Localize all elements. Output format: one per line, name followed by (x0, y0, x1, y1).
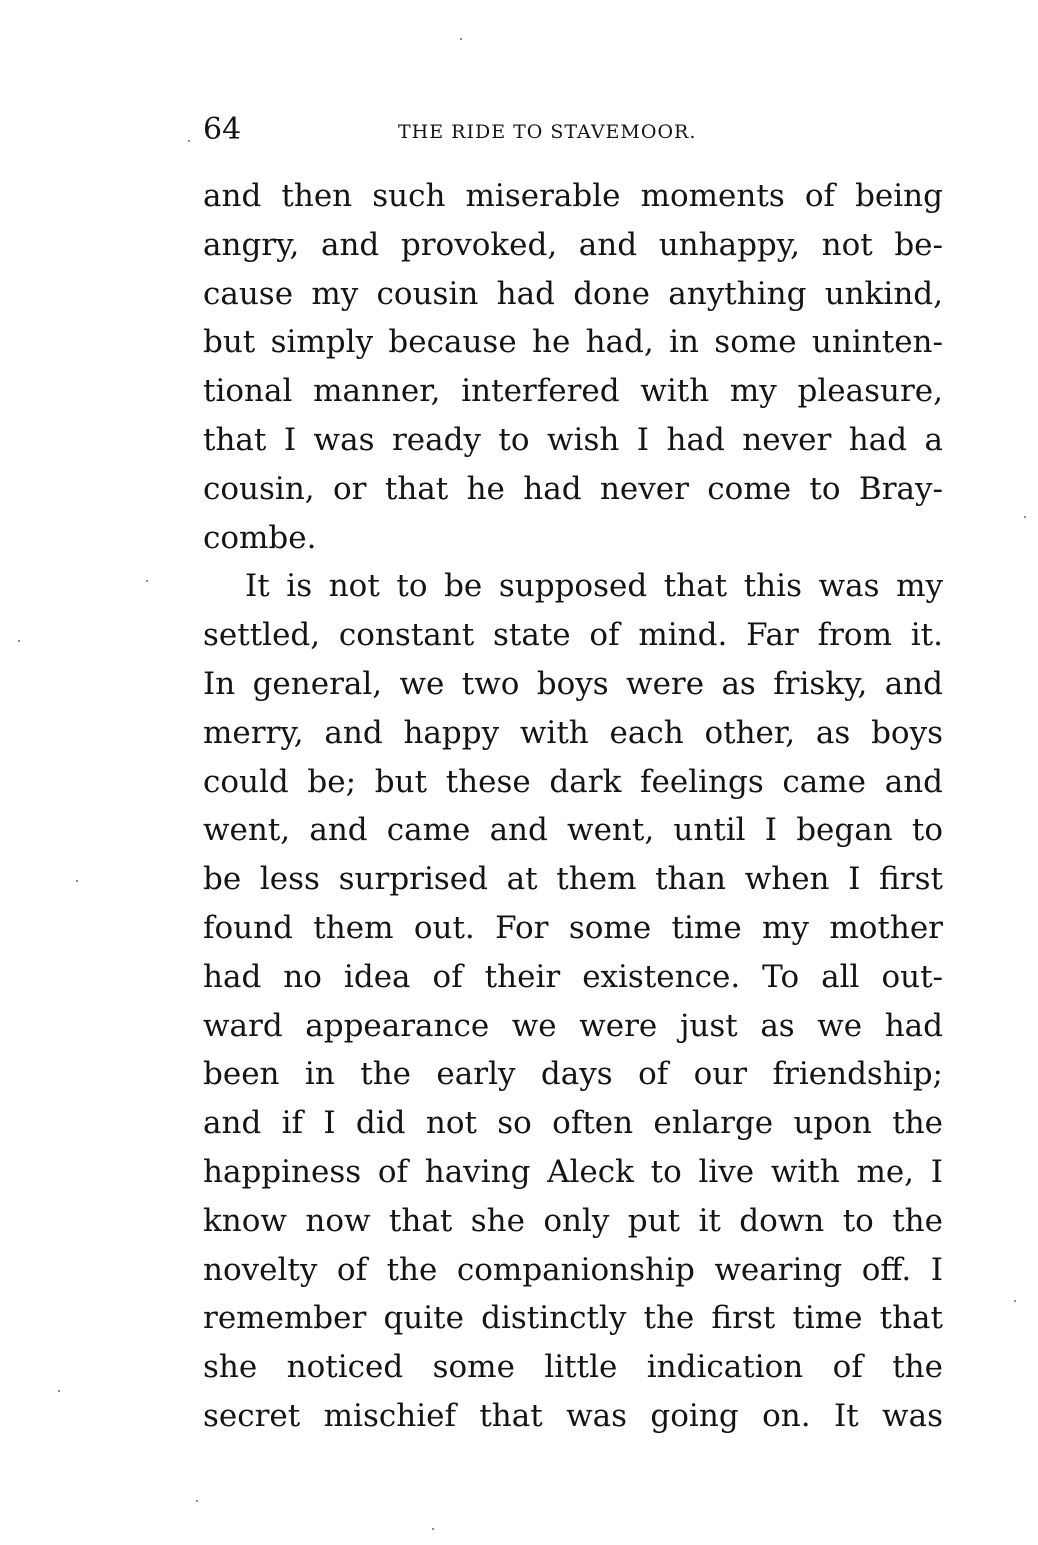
text-line: angry, and provoked, and unhappy, not be- (203, 226, 943, 263)
text-line: that I was ready to wish I had never had a (203, 421, 943, 458)
paragraph-1 (203, 172, 943, 562)
text-line: combe. (203, 519, 317, 556)
running-head (203, 110, 943, 150)
text-line: know now that she only put it down to the (203, 1202, 943, 1239)
text-line: novelty of the companionship wearing off. I (203, 1251, 943, 1288)
text-line: been in the early days of our friendship; (203, 1056, 943, 1093)
text-line: tional manner, interfered with my pleasure, (203, 373, 943, 410)
scan-speck (146, 580, 148, 582)
body-text (203, 172, 943, 1441)
text-line: remember quite distinctly the first time that (203, 1300, 943, 1337)
scan-speck (432, 1528, 434, 1530)
scan-speck (460, 38, 462, 40)
text-line: and if I did not so often enlarge upon the (203, 1105, 943, 1142)
text-line: had no idea of their existence. To all out- (203, 958, 943, 995)
text-line: and then such miserable moments of being (203, 178, 943, 214)
page-number: 64 (203, 112, 242, 147)
running-title: THE RIDE TO STAVEMOOR. (398, 121, 697, 143)
text-line: but simply because he had, in some uninten- (203, 324, 943, 361)
text-line: could be; but these dark feelings came and (203, 763, 943, 800)
scan-speck (76, 880, 78, 882)
scan-speck (18, 640, 20, 642)
text-line: It is not to be supposed that this was my (245, 568, 943, 605)
scan-speck (188, 140, 190, 142)
text-line: found them out. For some time my mother (203, 909, 943, 946)
text-line: went, and came and went, until I began to (203, 812, 943, 849)
text-line: In general, we two boys were as frisky, and (203, 665, 943, 702)
text-line: happiness of having Aleck to live with me, I (203, 1153, 943, 1190)
text-line: she noticed some little indication of the (203, 1349, 943, 1386)
text-line: settled, constant state of mind. Far from it. (203, 617, 943, 654)
text-line: secret mischief that was going on. It was (203, 1397, 943, 1434)
scan-speck (1024, 516, 1026, 518)
scan-speck (58, 1390, 60, 1392)
text-line: ward appearance we were just as we had (203, 1007, 943, 1044)
scan-speck (1014, 1300, 1016, 1302)
text-line: cousin, or that he had never come to Bray- (203, 470, 943, 507)
text-line: be less surprised at them than when I first (203, 861, 943, 898)
text-line: cause my cousin had done anything unkind, (203, 275, 943, 312)
paragraph-2 (203, 562, 943, 1440)
scan-speck (196, 1500, 198, 1502)
text-line: merry, and happy with each other, as boys (203, 714, 943, 751)
